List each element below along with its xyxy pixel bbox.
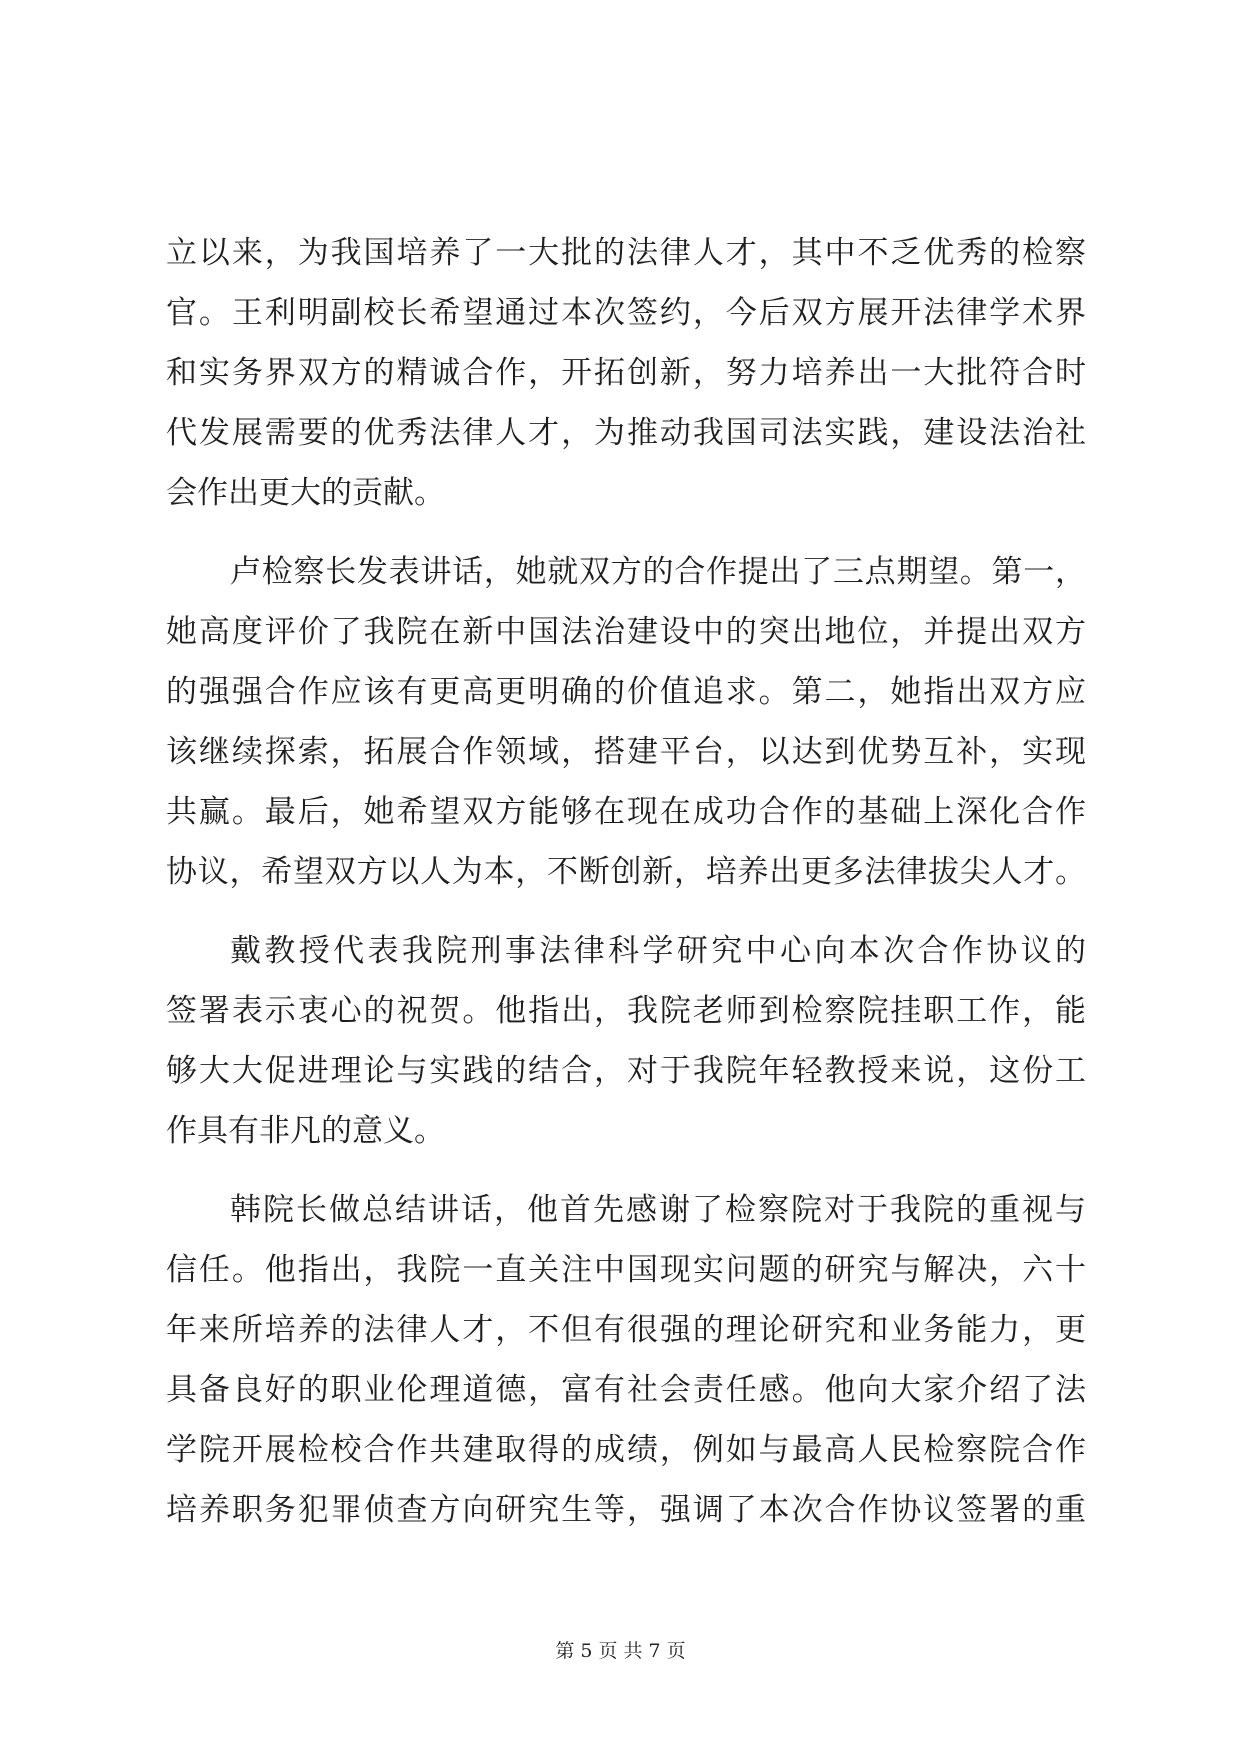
paragraph-line: 和实务界双方的精诚合作，开拓创新，努力培养出一大批符合时	[166, 355, 1086, 391]
paragraph-line: 该继续探索，拓展合作领域，搭建平台，以达到优势互补，实现	[166, 734, 1086, 770]
paragraph-line: 协议，希望双方以人为本，不断创新，培养出更多法律拔尖人才。	[166, 854, 1086, 890]
paragraph-line: 她高度评价了我院在新中国法治建设中的突出地位，并提出双方	[166, 614, 1086, 650]
paragraph-line: 卢检察长发表讲话，她就双方的合作提出了三点期望。第一，	[230, 554, 1086, 590]
paragraph-line: 会作出更大的贡献。	[166, 475, 445, 511]
paragraph-line: 够大大促进理论与实践的结合，对于我院年轻教授来说，这份工	[166, 1053, 1086, 1089]
paragraph-line: 年来所培养的法律人才，不但有很强的理论研究和业务能力，更	[166, 1312, 1086, 1348]
paragraph-line: 官。王利明副校长希望通过本次签约，今后双方展开法律学术界	[166, 295, 1086, 331]
paragraph-line: 培养职务犯罪侦查方向研究生等，强调了本次合作协议签署的重	[166, 1492, 1086, 1528]
document-body	[166, 223, 1086, 1540]
paragraph-line: 信任。他指出，我院一直关注中国现实问题的研究与解决，六十	[166, 1252, 1086, 1288]
paragraph-line: 韩院长做总结讲话，他首先感谢了检察院对于我院的重视与	[230, 1192, 1086, 1228]
paragraph-line: 作具有非凡的意义。	[166, 1113, 445, 1149]
paragraph-line: 戴教授代表我院刑事法律科学研究中心向本次合作协议的	[230, 933, 1086, 969]
paragraph-line: 立以来，为我国培养了一大批的法律人才，其中不乏优秀的检察	[166, 235, 1086, 271]
paragraph-line: 具备良好的职业伦理道德，富有社会责任感。他向大家介绍了法	[166, 1372, 1086, 1408]
page-number-footer: 第 5 页 共 7 页	[555, 1640, 686, 1662]
paragraph-line: 学院开展检校合作共建取得的成绩，例如与最高人民检察院合作	[166, 1432, 1086, 1468]
paragraph-line: 代发展需要的优秀法律人才，为推动我国司法实践，建设法治社	[166, 415, 1086, 451]
paragraph-line: 的强强合作应该有更高更明确的价值追求。第二，她指出双方应	[166, 674, 1086, 710]
paragraph-line: 共赢。最后，她希望双方能够在现在成功合作的基础上深化合作	[166, 794, 1086, 830]
paragraph-line: 签署表示衷心的祝贺。他指出，我院老师到检察院挂职工作，能	[166, 993, 1086, 1029]
